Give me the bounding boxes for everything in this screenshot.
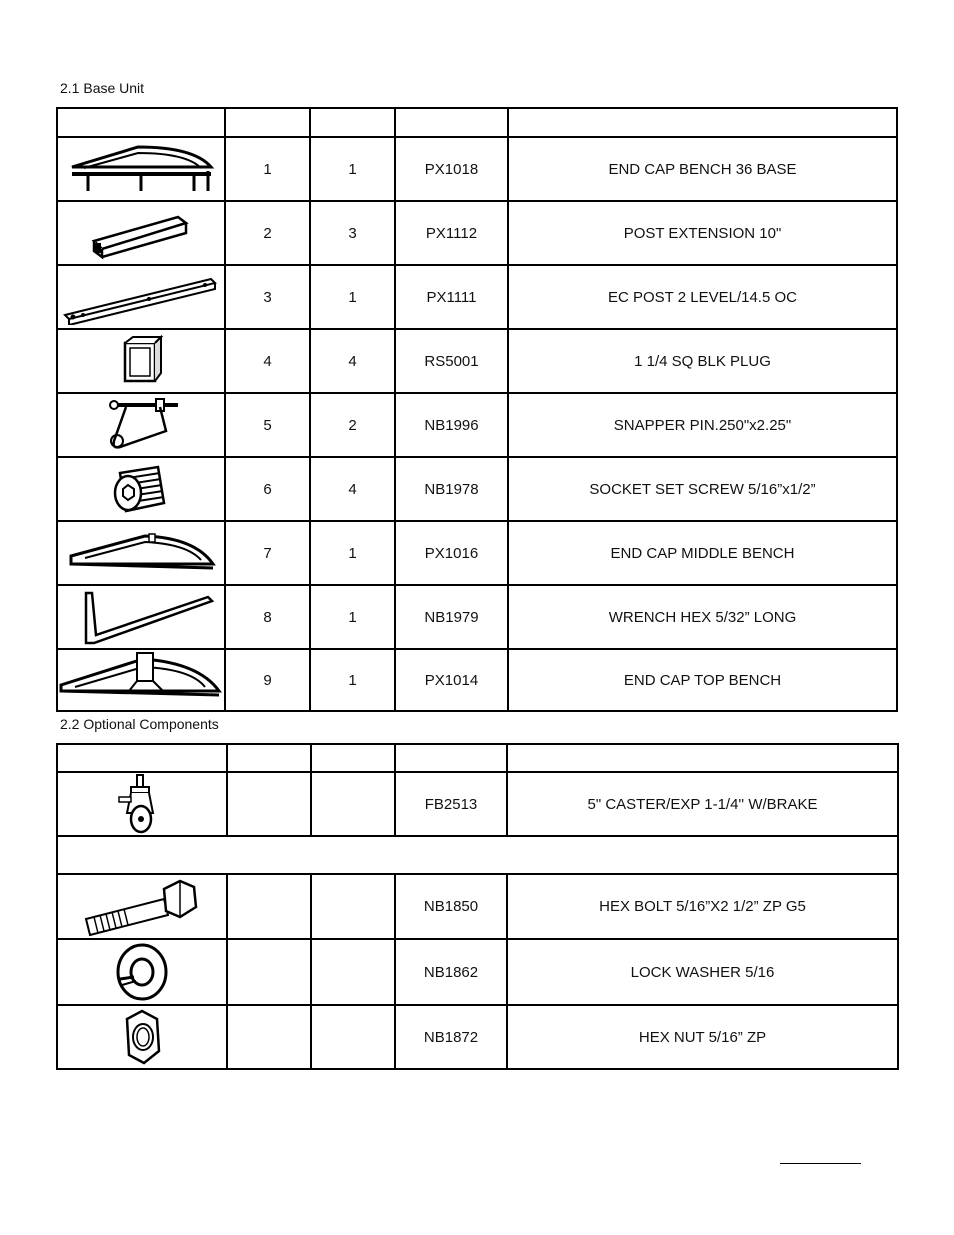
hex-wrench-icon <box>66 587 216 647</box>
hex-nut-icon <box>117 1007 167 1067</box>
description-cell: POST EXTENSION 10" <box>508 201 897 265</box>
qty-cell: 1 <box>310 521 395 585</box>
section-title-base-unit: 2.1 Base Unit <box>60 80 145 96</box>
description-cell: HEX NUT 5/16” ZP <box>507 1005 898 1069</box>
ref-cell: 6 <box>225 457 310 521</box>
part-number-cell: PX1014 <box>395 649 508 711</box>
table-row <box>57 521 897 585</box>
part-number-cell: RS5001 <box>395 329 508 393</box>
table-row <box>57 201 897 265</box>
set-screw-icon <box>106 459 176 519</box>
long-post-icon <box>61 269 221 325</box>
ref-cell: 7 <box>225 521 310 585</box>
qty-cell: 2 <box>310 393 395 457</box>
part-number-cell: PX1111 <box>395 265 508 329</box>
optional-components-table <box>56 743 899 1070</box>
square-plug-icon <box>111 333 171 389</box>
table-row <box>57 393 897 457</box>
qty-cell: 1 <box>310 265 395 329</box>
section-title-optional-components: 2.2 Optional Components <box>60 716 219 732</box>
qty-cell: 4 <box>310 329 395 393</box>
hex-bolt-icon <box>82 877 202 937</box>
footer-rule <box>780 1163 861 1164</box>
part-number-cell: PX1016 <box>395 521 508 585</box>
ref-cell: 1 <box>225 137 310 201</box>
qty-cell: 4 <box>310 457 395 521</box>
qty-cell: 1 <box>310 649 395 711</box>
description-cell: END CAP MIDDLE BENCH <box>508 521 897 585</box>
part-number-cell: NB1996 <box>395 393 508 457</box>
table-row <box>57 329 897 393</box>
description-cell: END CAP BENCH 36 BASE <box>508 137 897 201</box>
description-cell: LOCK WASHER 5/16 <box>507 939 898 1005</box>
snapper-pin-icon <box>96 395 186 455</box>
description-cell: HEX BOLT 5/16”X2 1/2” ZP G5 <box>507 874 898 939</box>
table-row <box>57 874 898 939</box>
ref-cell: 4 <box>225 329 310 393</box>
part-number-cell: PX1018 <box>395 137 508 201</box>
ref-cell: 3 <box>225 265 310 329</box>
part-number-cell: NB1862 <box>395 939 507 1005</box>
ref-cell: 9 <box>225 649 310 711</box>
part-number-cell: NB1872 <box>395 1005 507 1069</box>
table-header-row <box>57 108 897 137</box>
ref-cell: 2 <box>225 201 310 265</box>
qty-cell: 3 <box>310 201 395 265</box>
table-row <box>57 772 898 836</box>
part-number-cell: PX1112 <box>395 201 508 265</box>
table-row <box>57 457 897 521</box>
table-spacer-row <box>57 836 898 874</box>
ref-cell: 5 <box>225 393 310 457</box>
part-number-cell: NB1979 <box>395 585 508 649</box>
description-cell: END CAP TOP BENCH <box>508 649 897 711</box>
table-row <box>57 939 898 1005</box>
table-row <box>57 265 897 329</box>
post-extension-icon <box>86 205 196 261</box>
table-row <box>57 649 897 711</box>
table-row <box>57 585 897 649</box>
description-cell: 5" CASTER/EXP 1-1/4'' W/BRAKE <box>507 772 898 836</box>
middle-bench-icon <box>65 528 217 578</box>
description-cell: SOCKET SET SCREW 5/16”x1/2” <box>508 457 897 521</box>
description-cell: WRENCH HEX 5/32” LONG <box>508 585 897 649</box>
lock-washer-icon <box>112 941 172 1003</box>
base-unit-table <box>56 107 898 712</box>
table-header-row <box>57 744 898 772</box>
ref-cell: 8 <box>225 585 310 649</box>
description-cell: SNAPPER PIN.250"x2.25" <box>508 393 897 457</box>
caster-icon <box>117 773 167 835</box>
description-cell: 1 1/4 SQ BLK PLUG <box>508 329 897 393</box>
top-bench-icon <box>59 651 223 709</box>
part-number-cell: NB1978 <box>395 457 508 521</box>
qty-cell: 1 <box>310 585 395 649</box>
table-row <box>57 137 897 201</box>
qty-cell: 1 <box>310 137 395 201</box>
description-cell: EC POST 2 LEVEL/14.5 OC <box>508 265 897 329</box>
part-number-cell: FB2513 <box>395 772 507 836</box>
table-row <box>57 1005 898 1069</box>
bench-base-icon <box>66 141 216 197</box>
part-number-cell: NB1850 <box>395 874 507 939</box>
